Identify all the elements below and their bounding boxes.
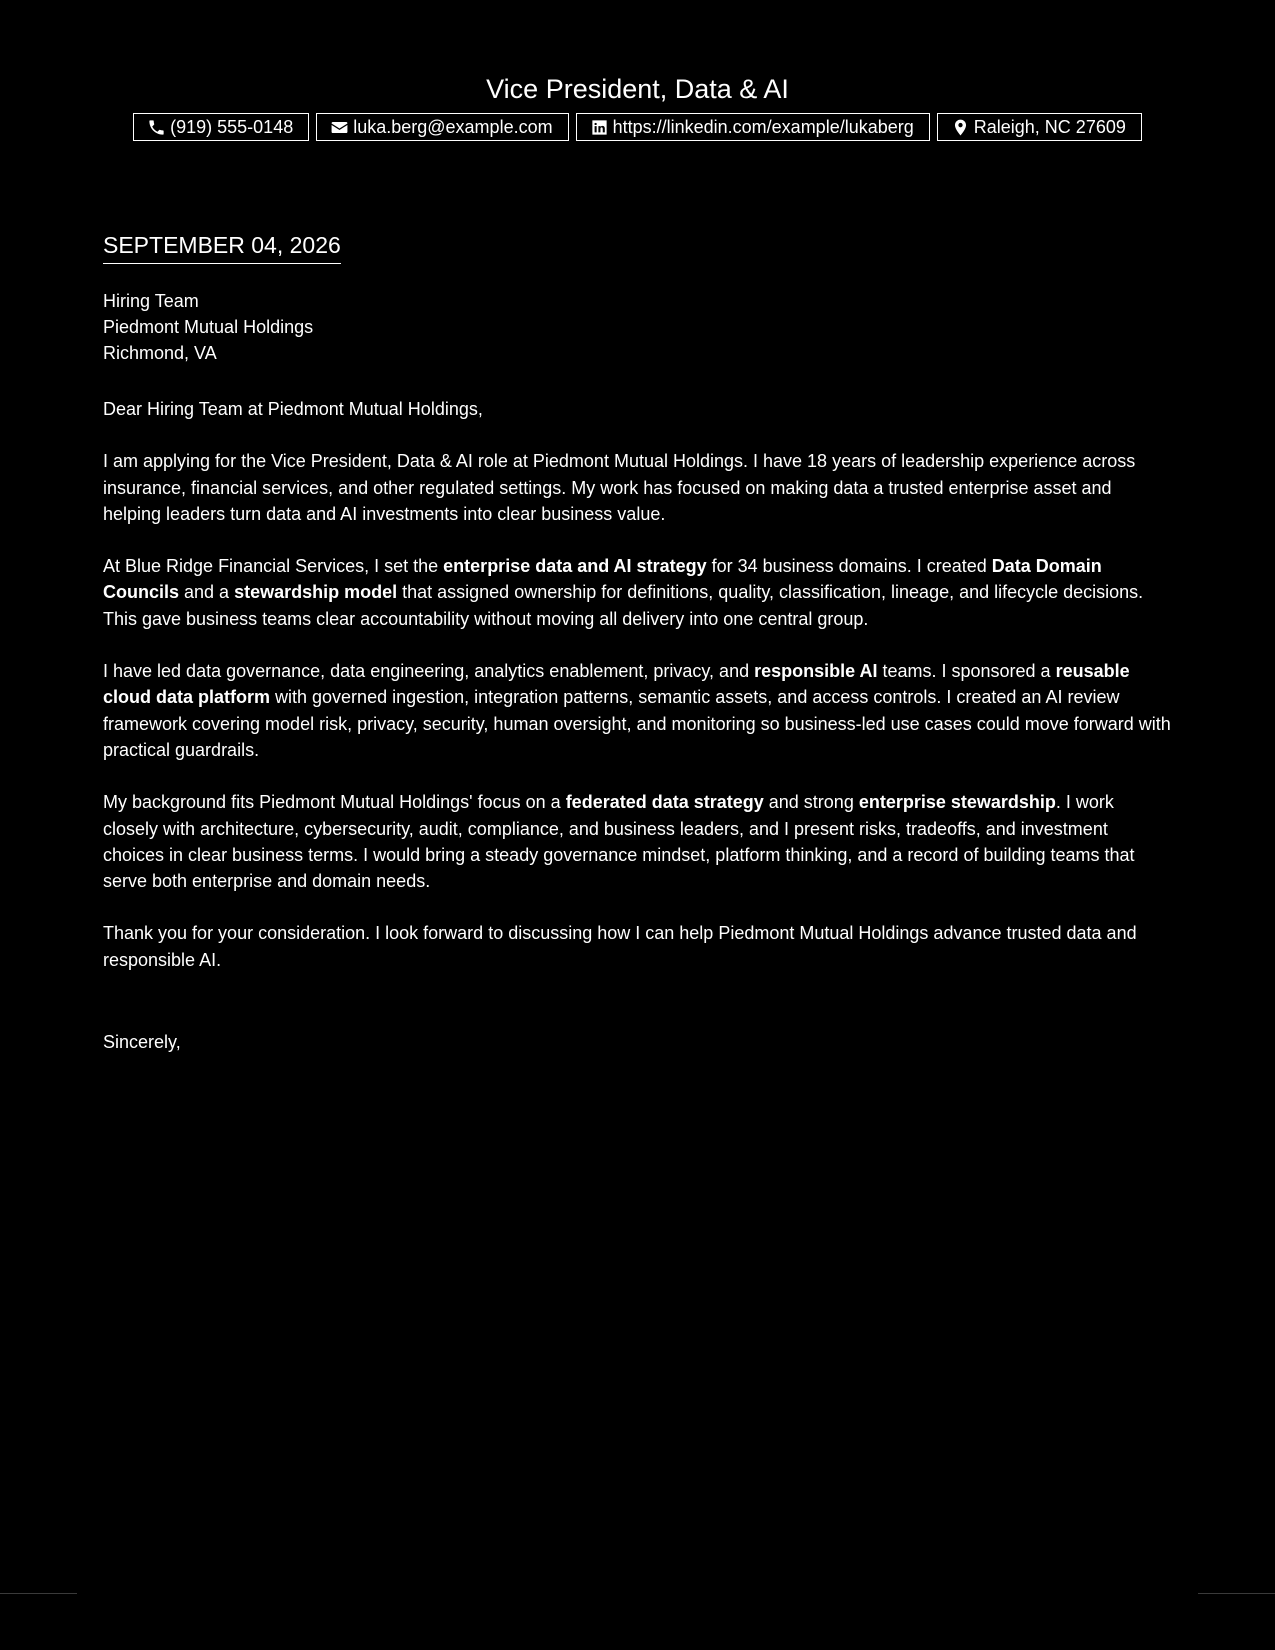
email-text: luka.berg@example.com	[353, 117, 553, 137]
paragraph-fit	[103, 789, 1173, 894]
contact-linkedin[interactable]	[576, 113, 930, 141]
phone-text: (919) 555-0148	[170, 117, 294, 137]
linkedin-icon	[590, 118, 609, 137]
paragraph-leadership	[103, 658, 1173, 763]
linkedin-text: https://linkedin.com/example/lukaberg	[612, 117, 914, 137]
recipient-location: Richmond, VA	[103, 343, 217, 363]
paragraph-thanks: Thank you for your consideration. I look forward to discussing how I can help Piedmont Mutual Holdings advance trusted data and responsible AI.	[103, 923, 1137, 970]
job-title-heading: Vice President, Data & AI	[486, 74, 789, 104]
contact-location[interactable]	[937, 113, 1142, 141]
bold-phrase: enterprise data and AI strategy	[443, 556, 707, 577]
letter-closing: Sincerely,	[103, 1032, 181, 1052]
salutation: Dear Hiring Team at Piedmont Mutual Holdings,	[103, 399, 483, 419]
text-run: and a	[179, 582, 235, 603]
recipient-company: Piedmont Mutual Holdings	[103, 317, 314, 337]
location-text: Raleigh, NC 27609	[973, 117, 1126, 137]
footer-divider-left	[0, 1593, 77, 1594]
letter-date: SEPTEMBER 04, 2026	[103, 230, 341, 264]
recipient-block	[103, 288, 313, 366]
bold-phrase: stewardship model	[234, 582, 398, 603]
contact-email[interactable]	[316, 113, 568, 141]
bold-phrase: federated data strategy	[565, 792, 764, 813]
bold-phrase: responsible AI	[754, 661, 878, 682]
contact-phone[interactable]	[133, 113, 309, 141]
paragraph-experience	[103, 553, 1173, 632]
bold-phrase: reusable cloud data platform	[103, 661, 1130, 708]
recipient-line: Hiring Team	[103, 291, 199, 311]
text-run: . I work closely with architecture, cybersecurity, audit, compliance, and business leaders, and I present risks, tradeoffs, and investment choices in clear business terms. I would bring a steady governance mindset, platform thinking, and a record of building teams that serve both enterprise and domain needs.	[103, 792, 1135, 892]
text-run: and strong	[763, 792, 859, 813]
contact-bar	[0, 113, 1275, 141]
text-run: that assigned ownership for definitions, quality, classification, lineage, and lifecycle decisions. This gave business teams clear accountability without moving all delivery into one central group.	[103, 582, 1144, 629]
text-run: with governed ingestion, integration patterns, semantic assets, and access controls. I created an AI review framework covering model risk, privacy, security, human oversight, and monitoring so business-led use cases could move forward with practical guardrails.	[103, 687, 1171, 760]
footer-divider-right	[1198, 1593, 1275, 1594]
letter-body	[103, 396, 1173, 999]
text-run: for 34 business domains. I created	[706, 556, 992, 577]
bold-phrase: enterprise stewardship	[858, 792, 1056, 813]
text-run: My background fits Piedmont Mutual Holdings' focus on a	[103, 792, 566, 813]
text-run: I have led data governance, data engineering, analytics enablement, privacy, and	[103, 661, 755, 682]
phone-icon	[147, 118, 166, 137]
paragraph-intro: I am applying for the Vice President, Data & AI role at Piedmont Mutual Holdings. I have 18 years of leadership experience across insurance, financial services, and other regulated settings. My work has focused on making data a trusted enterprise asset and helping leaders turn data and AI investments into clear business value.	[103, 451, 1136, 524]
text-run: teams. I sponsored a	[877, 661, 1056, 682]
envelope-icon	[330, 118, 349, 137]
map-pin-icon	[951, 118, 970, 137]
text-run: At Blue Ridge Financial Services, I set the	[103, 556, 444, 577]
bold-phrase: Data Domain Councils	[103, 556, 1102, 603]
